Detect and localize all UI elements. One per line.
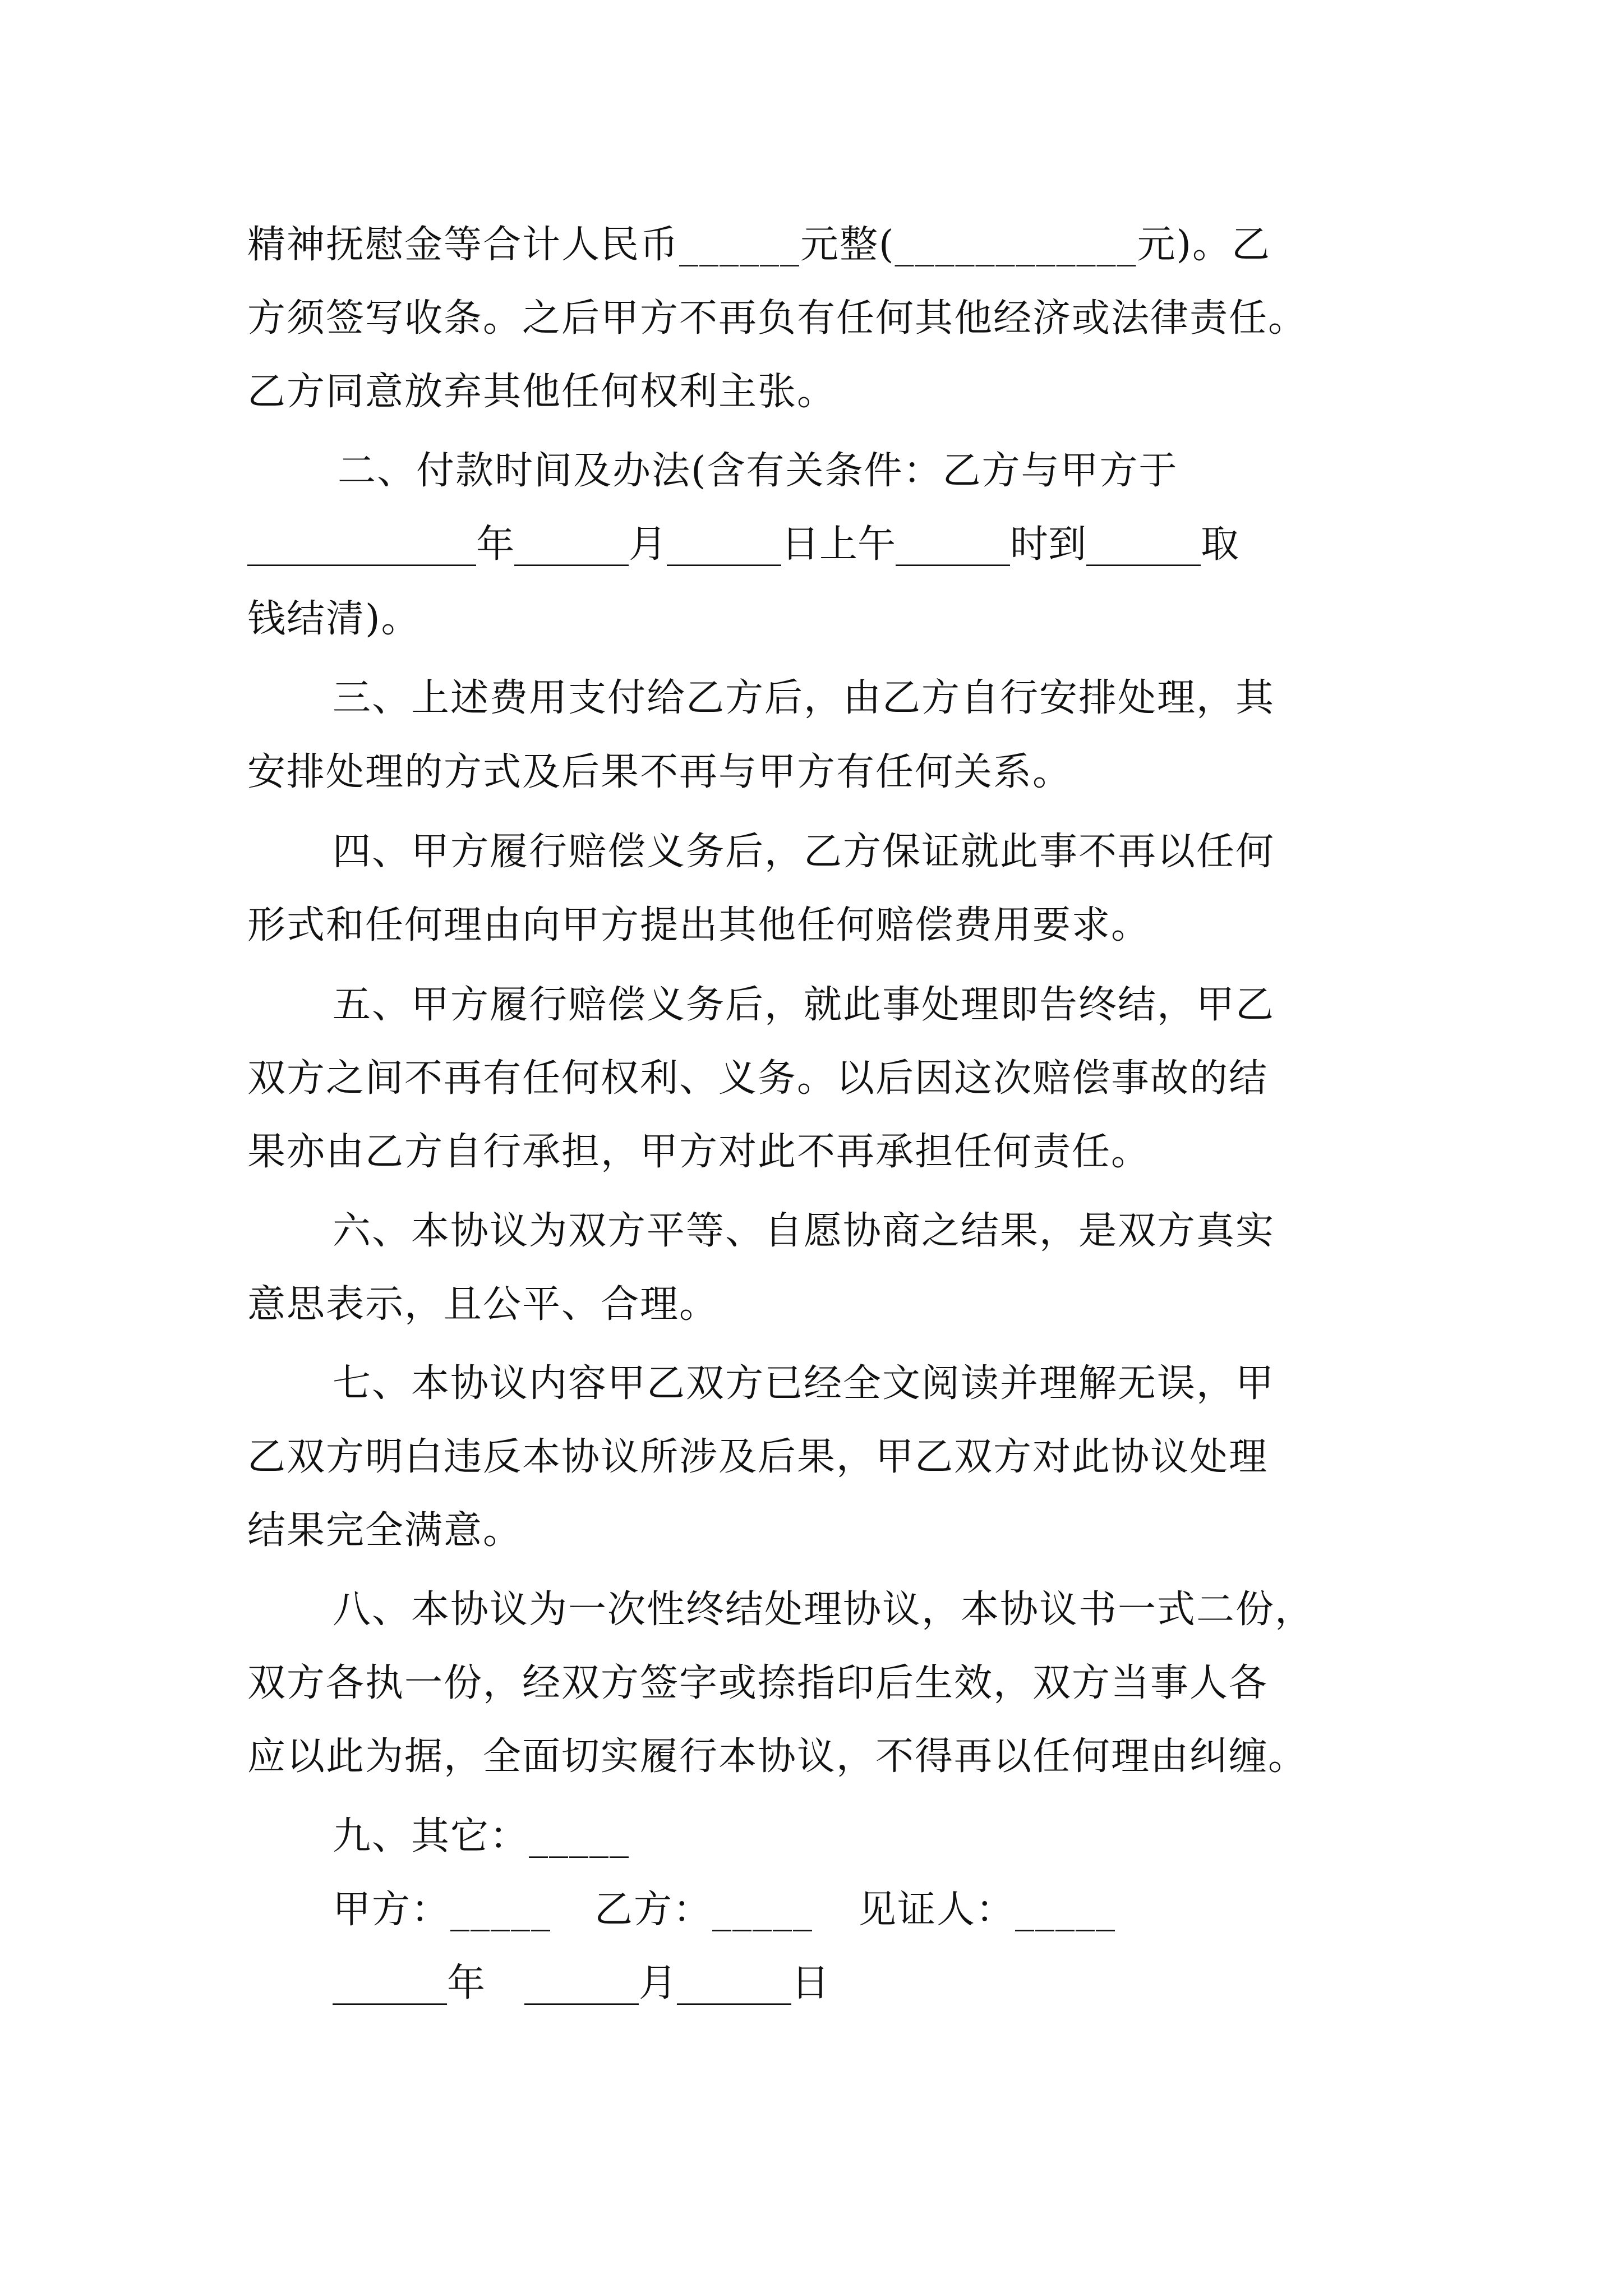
text-line: 四、甲方履行赔偿义务后，乙方保证就此事不再以任何	[333, 830, 1275, 874]
text-line: 五、甲方履行赔偿义务后，就此事处理即告终结，甲乙	[333, 983, 1275, 1027]
text-line: 精神抚慰金等合计人民币______元整(____________元)。乙	[247, 223, 1271, 267]
date-month-day: ______月______日	[524, 1961, 830, 2005]
text-line: 钱结清)。	[247, 597, 421, 641]
signature-party-a: 甲方：_____	[333, 1888, 552, 1932]
text-line: 形式和任何理由向甲方提出其他任何赔偿费用要求。	[247, 903, 1151, 947]
text-line: 结果完全满意。	[247, 1508, 523, 1553]
text-line: 六、本协议为双方平等、自愿协商之结果，是双方真实	[333, 1209, 1275, 1253]
text-line: 二、付款时间及办法(含有关条件：乙方与甲方于	[338, 449, 1178, 493]
text-line: 应以此为据，全面切实履行本协议，不得再以任何理由纠缠。	[247, 1734, 1308, 1779]
text-line: 方须签写收条。之后甲方不再负有任何其他经济或法律责任。	[247, 296, 1308, 341]
text-line: ____________年______月______日上午______时到______取	[247, 522, 1239, 567]
signature-witness: 见证人：_____	[858, 1888, 1117, 1932]
text-line: 乙双方明白违反本协议所涉及后果，甲乙双方对此协议处理	[247, 1435, 1269, 1479]
text-line: 安排处理的方式及后果不再与甲方有任何关系。	[247, 750, 1072, 794]
text-line: 八、本协议为一次性终结处理协议，本协议书一式二份，	[333, 1588, 1315, 1632]
text-line: 双方各执一份，经双方签字或捺指印后生效，双方当事人各	[247, 1661, 1269, 1705]
text-line: 乙方同意放弃其他任何权利主张。	[247, 370, 837, 414]
text-line: 七、本协议内容甲乙双方已经全文阅读并理解无误，甲	[333, 1361, 1275, 1406]
text-line: 九、其它：_____	[333, 1814, 630, 1858]
text-line: 意思表示，且公平、合理。	[247, 1282, 719, 1327]
text-line: 果亦由乙方自行承担，甲方对此不再承担任何责任。	[247, 1130, 1151, 1174]
text-line: 三、上述费用支付给乙方后，由乙方自行安排处理，其	[333, 676, 1275, 720]
signature-party-b: 乙方：_____	[594, 1888, 814, 1932]
text-line: 双方之间不再有任何权利、义务。以后因这次赔偿事故的结	[247, 1056, 1269, 1101]
date-year: ______年	[333, 1961, 486, 2005]
